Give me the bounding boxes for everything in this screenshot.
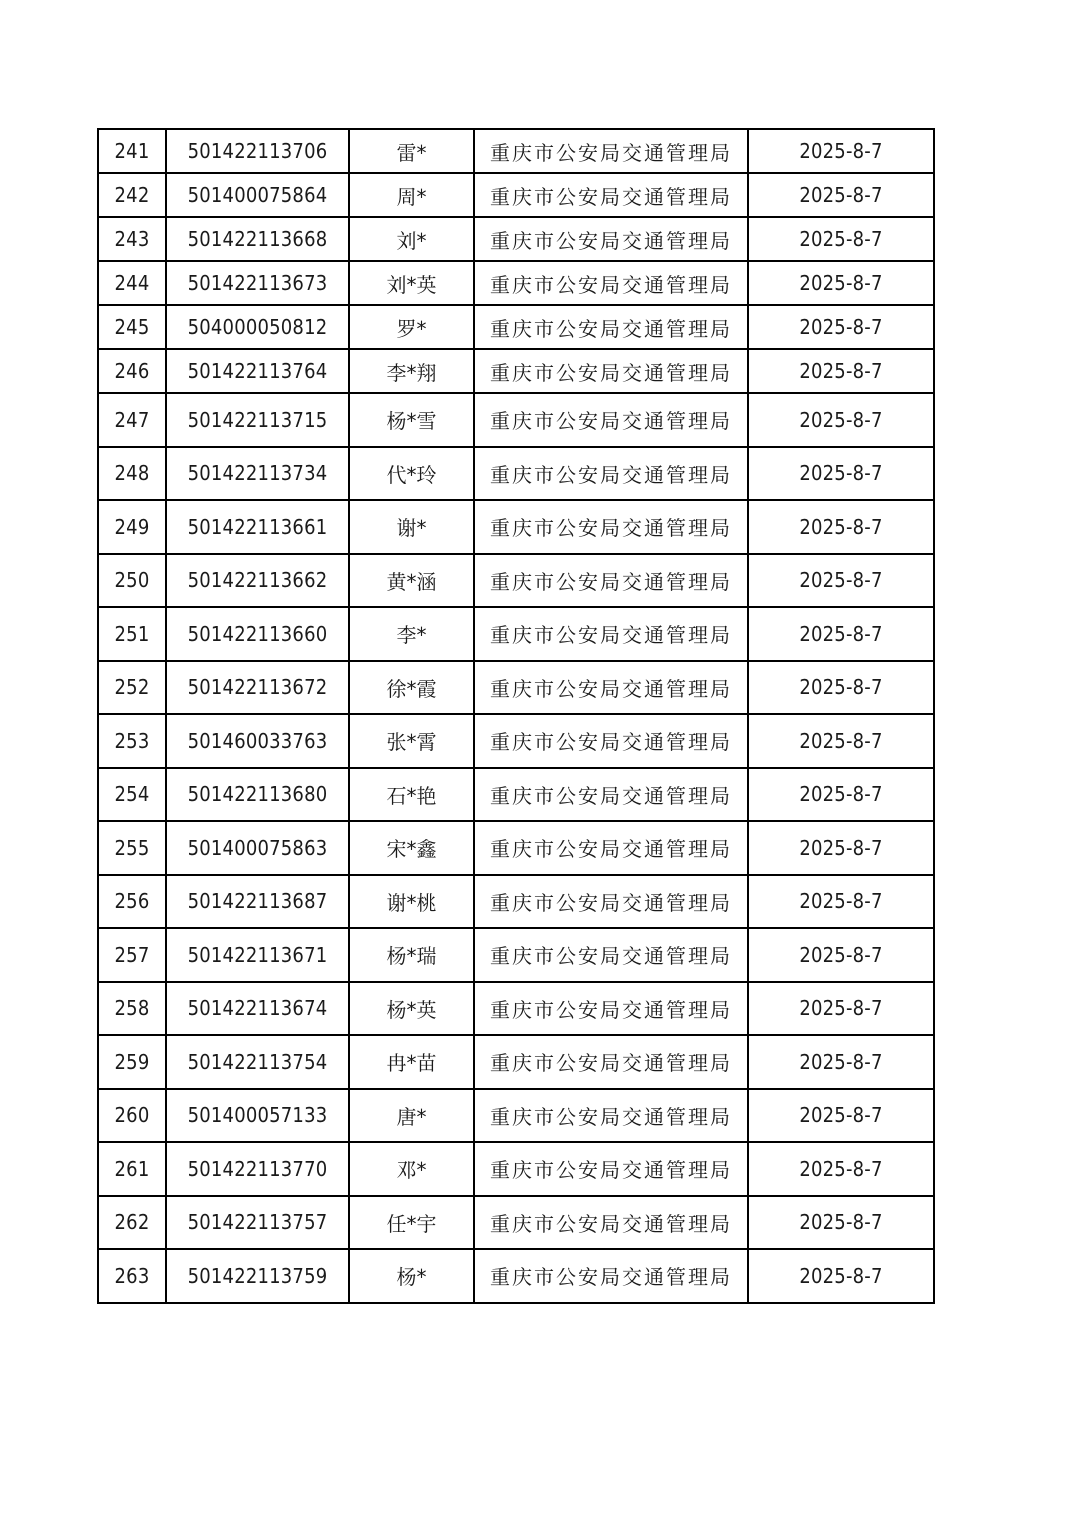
record-code-cell: 501400057133 [166,1089,349,1143]
table-row [98,173,934,217]
record-code-cell: 501422113757 [166,1196,349,1250]
record-code-cell: 501422113662 [166,554,349,608]
row-number-cell: 243 [98,217,166,261]
table-row [98,1196,934,1250]
date-cell: 2025-8-7 [748,1035,934,1089]
person-name-cell: 黄*涵 [349,554,474,608]
person-name-cell: 代*玲 [349,447,474,501]
agency-cell: 重庆市公安局交通管理局 [474,500,748,554]
person-name-cell: 杨*雪 [349,393,474,447]
row-number-cell: 246 [98,349,166,393]
person-name-cell: 石*艳 [349,768,474,822]
person-name-cell: 邓* [349,1142,474,1196]
table-row [98,305,934,349]
record-code-cell: 501422113668 [166,217,349,261]
agency-cell: 重庆市公安局交通管理局 [474,607,748,661]
person-name-cell: 杨*瑞 [349,928,474,982]
person-name-cell: 徐*霞 [349,661,474,715]
date-cell: 2025-8-7 [748,982,934,1036]
date-cell: 2025-8-7 [748,305,934,349]
row-number-cell: 254 [98,768,166,822]
agency-cell: 重庆市公安局交通管理局 [474,554,748,608]
person-name-cell: 谢*桃 [349,875,474,929]
row-number-cell: 245 [98,305,166,349]
agency-cell: 重庆市公安局交通管理局 [474,1035,748,1089]
agency-cell: 重庆市公安局交通管理局 [474,821,748,875]
date-cell: 2025-8-7 [748,1249,934,1303]
record-code-cell: 501422113759 [166,1249,349,1303]
records-table-body [98,129,934,1303]
table-row [98,928,934,982]
agency-cell: 重庆市公安局交通管理局 [474,1089,748,1143]
row-number-cell: 255 [98,821,166,875]
date-cell: 2025-8-7 [748,129,934,173]
person-name-cell: 张*霄 [349,714,474,768]
person-name-cell: 杨* [349,1249,474,1303]
record-code-cell: 501400075864 [166,173,349,217]
row-number-cell: 250 [98,554,166,608]
agency-cell: 重庆市公安局交通管理局 [474,661,748,715]
agency-cell: 重庆市公安局交通管理局 [474,714,748,768]
table-row [98,982,934,1036]
date-cell: 2025-8-7 [748,714,934,768]
person-name-cell: 冉*苗 [349,1035,474,1089]
record-code-cell: 501422113706 [166,129,349,173]
record-code-cell: 504000050812 [166,305,349,349]
table-row [98,129,934,173]
row-number-cell: 257 [98,928,166,982]
row-number-cell: 260 [98,1089,166,1143]
date-cell: 2025-8-7 [748,1196,934,1250]
person-name-cell: 雷* [349,129,474,173]
record-code-cell: 501422113680 [166,768,349,822]
agency-cell: 重庆市公安局交通管理局 [474,305,748,349]
table-row [98,714,934,768]
table-row [98,661,934,715]
record-code-cell: 501422113764 [166,349,349,393]
date-cell: 2025-8-7 [748,349,934,393]
agency-cell: 重庆市公安局交通管理局 [474,1249,748,1303]
agency-cell: 重庆市公安局交通管理局 [474,875,748,929]
agency-cell: 重庆市公安局交通管理局 [474,447,748,501]
person-name-cell: 宋*鑫 [349,821,474,875]
table-row [98,349,934,393]
date-cell: 2025-8-7 [748,1089,934,1143]
row-number-cell: 251 [98,607,166,661]
record-code-cell: 501422113671 [166,928,349,982]
person-name-cell: 任*宇 [349,1196,474,1250]
date-cell: 2025-8-7 [748,661,934,715]
table-row [98,1035,934,1089]
agency-cell: 重庆市公安局交通管理局 [474,217,748,261]
person-name-cell: 李*翔 [349,349,474,393]
table-row [98,554,934,608]
agency-cell: 重庆市公安局交通管理局 [474,393,748,447]
date-cell: 2025-8-7 [748,447,934,501]
table-row [98,821,934,875]
table-row [98,768,934,822]
table-row [98,607,934,661]
row-number-cell: 241 [98,129,166,173]
agency-cell: 重庆市公安局交通管理局 [474,768,748,822]
person-name-cell: 谢* [349,500,474,554]
agency-cell: 重庆市公安局交通管理局 [474,129,748,173]
row-number-cell: 258 [98,982,166,1036]
table-row [98,447,934,501]
row-number-cell: 261 [98,1142,166,1196]
record-code-cell: 501422113734 [166,447,349,501]
table-row [98,1089,934,1143]
row-number-cell: 248 [98,447,166,501]
table-row [98,393,934,447]
date-cell: 2025-8-7 [748,875,934,929]
record-code-cell: 501422113715 [166,393,349,447]
record-code-cell: 501422113754 [166,1035,349,1089]
row-number-cell: 252 [98,661,166,715]
date-cell: 2025-8-7 [748,217,934,261]
table-row [98,1142,934,1196]
person-name-cell: 罗* [349,305,474,349]
record-code-cell: 501422113672 [166,661,349,715]
agency-cell: 重庆市公安局交通管理局 [474,928,748,982]
date-cell: 2025-8-7 [748,607,934,661]
records-table [97,128,935,1304]
table-row [98,261,934,305]
date-cell: 2025-8-7 [748,554,934,608]
date-cell: 2025-8-7 [748,173,934,217]
person-name-cell: 杨*英 [349,982,474,1036]
table-row [98,875,934,929]
agency-cell: 重庆市公安局交通管理局 [474,982,748,1036]
table-row [98,217,934,261]
agency-cell: 重庆市公安局交通管理局 [474,261,748,305]
row-number-cell: 263 [98,1249,166,1303]
date-cell: 2025-8-7 [748,821,934,875]
date-cell: 2025-8-7 [748,393,934,447]
record-code-cell: 501422113660 [166,607,349,661]
table-row [98,500,934,554]
row-number-cell: 242 [98,173,166,217]
date-cell: 2025-8-7 [748,500,934,554]
row-number-cell: 249 [98,500,166,554]
row-number-cell: 256 [98,875,166,929]
date-cell: 2025-8-7 [748,928,934,982]
date-cell: 2025-8-7 [748,768,934,822]
person-name-cell: 刘* [349,217,474,261]
person-name-cell: 唐* [349,1089,474,1143]
agency-cell: 重庆市公安局交通管理局 [474,1142,748,1196]
agency-cell: 重庆市公安局交通管理局 [474,349,748,393]
person-name-cell: 李* [349,607,474,661]
agency-cell: 重庆市公安局交通管理局 [474,1196,748,1250]
date-cell: 2025-8-7 [748,1142,934,1196]
record-code-cell: 501400075863 [166,821,349,875]
table-row [98,1249,934,1303]
row-number-cell: 259 [98,1035,166,1089]
record-code-cell: 501422113673 [166,261,349,305]
record-code-cell: 501422113661 [166,500,349,554]
agency-cell: 重庆市公安局交通管理局 [474,173,748,217]
person-name-cell: 刘*英 [349,261,474,305]
row-number-cell: 253 [98,714,166,768]
row-number-cell: 262 [98,1196,166,1250]
row-number-cell: 244 [98,261,166,305]
person-name-cell: 周* [349,173,474,217]
date-cell: 2025-8-7 [748,261,934,305]
record-code-cell: 501422113674 [166,982,349,1036]
record-code-cell: 501422113687 [166,875,349,929]
record-code-cell: 501422113770 [166,1142,349,1196]
row-number-cell: 247 [98,393,166,447]
record-code-cell: 501460033763 [166,714,349,768]
